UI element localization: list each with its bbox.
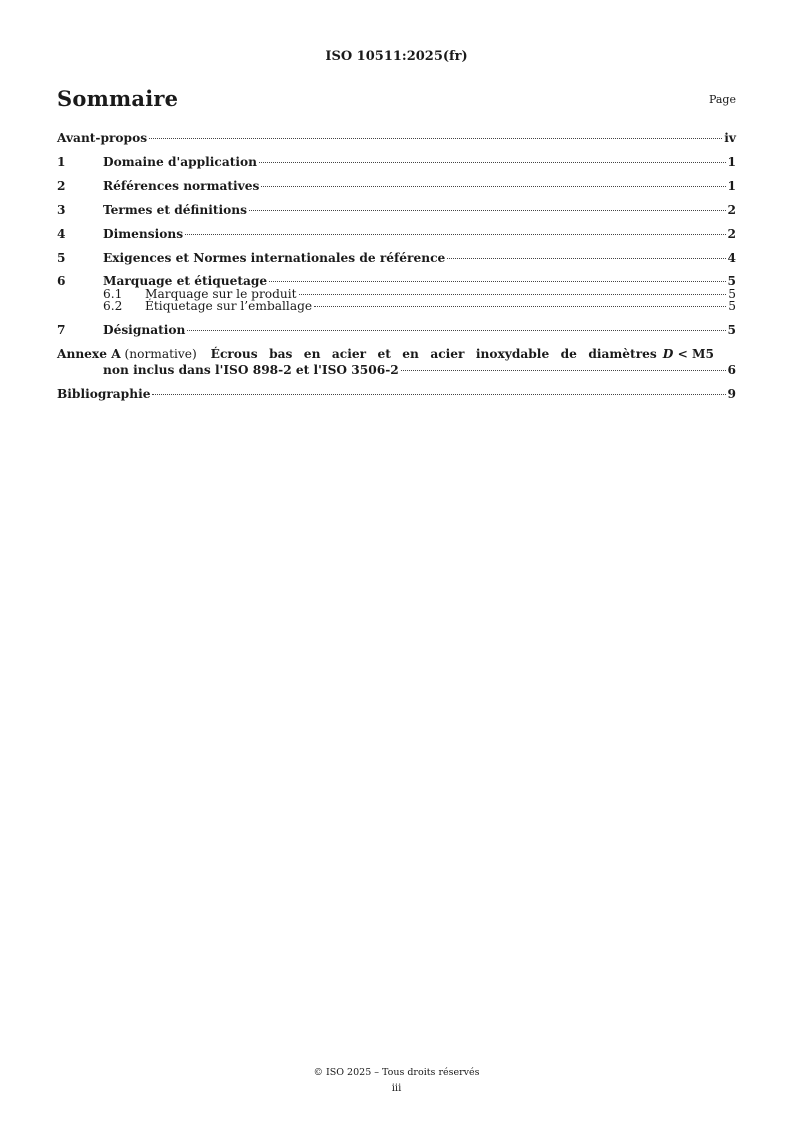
toc-entry-label: Étiquetage sur l’emballage: [145, 299, 313, 313]
leader-dots: [152, 394, 725, 395]
toc-entry-6-2[interactable]: [57, 300, 736, 312]
toc-entry-number: 2: [57, 179, 66, 193]
leader-dots: [401, 370, 726, 371]
toc-entry-annex-a[interactable]: [57, 346, 736, 378]
leader-dots: [259, 162, 726, 163]
toc-entry-label: Exigences et Normes internationales de référence: [103, 251, 446, 265]
toc-entry-page: 5: [728, 287, 736, 301]
toc-entry-page: 1: [727, 179, 736, 193]
leader-dots: [314, 306, 726, 307]
annex-title-part2: < M5: [677, 347, 714, 361]
toc-entry-3[interactable]: [57, 202, 736, 218]
toc-entry-number: 1: [57, 155, 66, 169]
leader-dots: [249, 210, 726, 211]
leader-dots: [299, 294, 727, 295]
toc-entry-page: 1: [727, 155, 736, 169]
toc-entry-1[interactable]: [57, 154, 736, 170]
toc-entry-4[interactable]: [57, 226, 736, 242]
toc-entry-page: 5: [727, 323, 736, 337]
toc-entry-bibliographie[interactable]: [57, 386, 736, 402]
leader-dots: [269, 281, 725, 282]
toc-title: Sommaire: [57, 86, 179, 111]
toc-entry-label: Références normatives: [103, 179, 260, 193]
toc-entry-label: Domaine d'application: [103, 155, 257, 169]
toc-entry-page: 2: [727, 203, 736, 217]
toc-entry-6[interactable]: [57, 274, 736, 288]
toc-entry-label: Bibliographie: [57, 387, 151, 401]
toc-entry-page: 5: [727, 274, 736, 288]
toc-entry-label: Désignation: [103, 323, 186, 337]
page-number: iii: [391, 1083, 402, 1094]
toc-entry-number: 3: [57, 203, 66, 217]
toc-entry-page: 6: [727, 363, 736, 377]
annex-title-line-1: [57, 346, 736, 362]
toc-entry-5[interactable]: [57, 250, 736, 266]
toc-entry-page: iv: [724, 131, 736, 145]
toc-entry-page: 4: [727, 251, 736, 265]
toc-entry-page: 2: [727, 227, 736, 241]
toc-entry-number: 4: [57, 227, 66, 241]
toc-entry-page: 9: [727, 387, 736, 401]
toc-entry-label: Termes et définitions: [103, 203, 247, 217]
toc-entry-number: 5: [57, 251, 66, 265]
annex-title-part1: Écrous bas en acier et en acier inoxydable de diamètres: [210, 347, 657, 361]
leader-dots: [261, 186, 725, 187]
toc-entry-2[interactable]: [57, 178, 736, 194]
annex-title-line-2: [57, 362, 736, 378]
toc-entry-number: 6: [57, 274, 66, 288]
annex-diameter-symbol: D: [662, 347, 674, 361]
toc-entry-label: non inclus dans l'ISO 898-2 et l'ISO 3506-2: [103, 363, 399, 377]
toc-entry-number: 6.2: [103, 299, 123, 313]
leader-dots: [447, 258, 725, 259]
table-of-contents: [57, 130, 736, 402]
toc-entry-number: 6.1: [103, 287, 123, 301]
annex-prefix: Annexe A: [57, 347, 121, 361]
leader-dots: [149, 138, 722, 139]
document-id-header: ISO 10511:2025(fr): [325, 49, 468, 64]
annex-kind: (normative): [124, 347, 197, 361]
toc-title-row: [57, 86, 736, 112]
toc-entry-label: Marquage et étiquetage: [103, 274, 268, 288]
leader-dots: [185, 234, 725, 235]
toc-entry-page: 5: [728, 299, 736, 313]
leader-dots: [187, 330, 725, 331]
toc-entry-7[interactable]: [57, 322, 736, 338]
toc-page-column-label: Page: [708, 93, 736, 106]
copyright-footer: © ISO 2025 – Tous droits réservés: [313, 1067, 480, 1078]
toc-entry-label: Avant-propos: [57, 131, 148, 145]
toc-entry-number: 7: [57, 323, 66, 337]
toc-entry-label: Marquage sur le produit: [145, 287, 297, 301]
toc-entry-avant-propos[interactable]: [57, 130, 736, 146]
toc-entry-label: Dimensions: [103, 227, 184, 241]
